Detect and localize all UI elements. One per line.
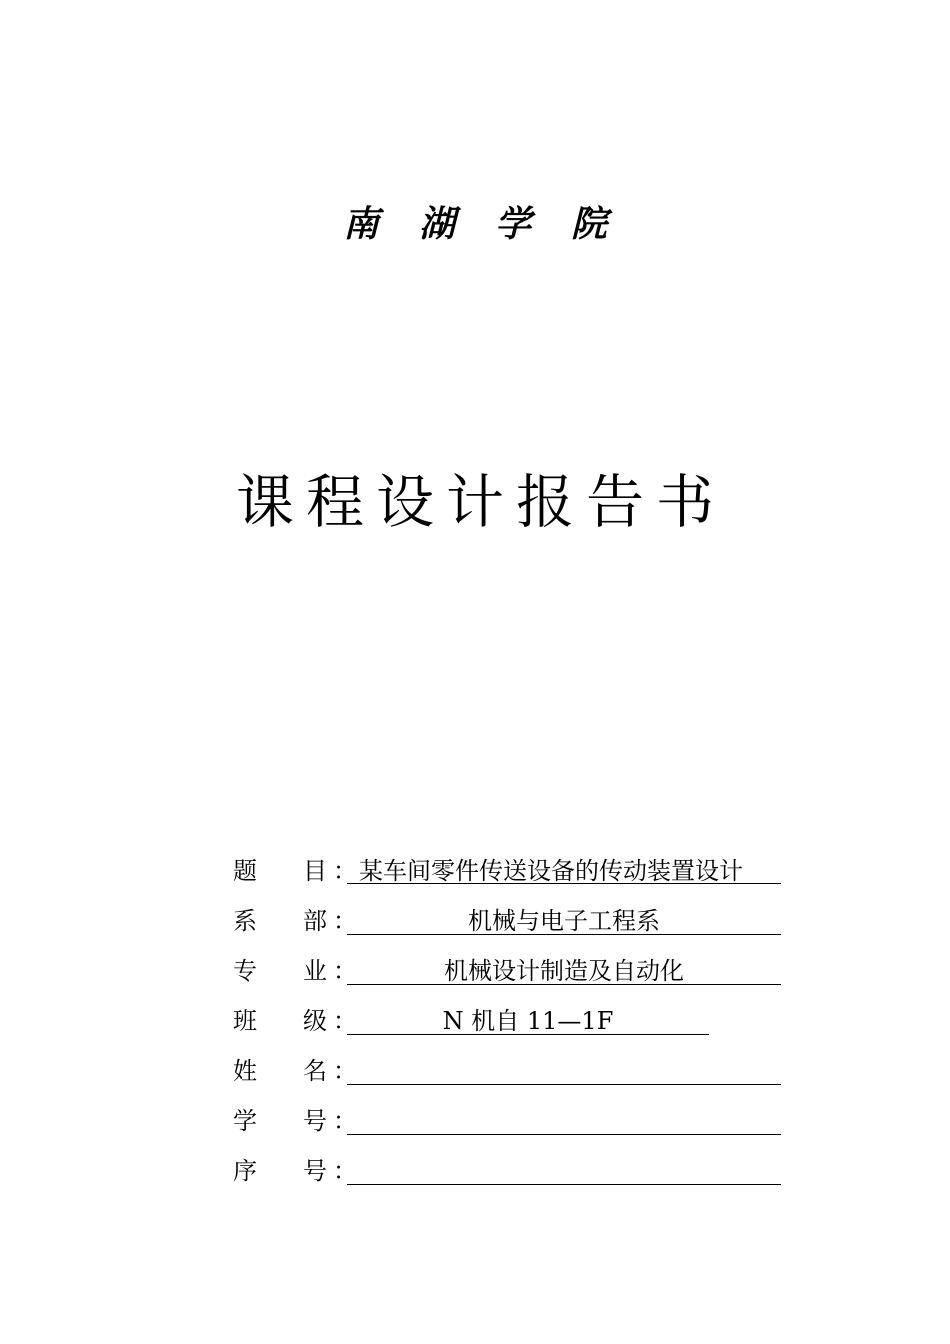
topic-row — [233, 852, 793, 902]
name-label-a: 姓 — [233, 1057, 257, 1085]
student-id-field[interactable] — [347, 1102, 781, 1135]
seq-no-label-b: 号 — [303, 1157, 327, 1185]
department-row — [233, 902, 793, 952]
department-field[interactable]: 机械与电子工程系 — [347, 902, 781, 935]
class-field[interactable]: N 机自 11—1F — [347, 1002, 709, 1035]
topic-label — [233, 852, 345, 890]
class-label-a: 班 — [233, 1007, 257, 1035]
major-label — [233, 952, 345, 990]
major-row — [233, 952, 793, 1002]
major-field[interactable]: 机械设计制造及自动化 — [347, 952, 781, 985]
document-title: 课程设计报告书 — [235, 468, 726, 536]
student-id-label — [233, 1102, 345, 1140]
seq-no-label — [233, 1152, 345, 1190]
school-name: 南湖学院 — [342, 203, 647, 245]
major-label-b: 业 — [303, 957, 327, 985]
name-label-b: 名 — [303, 1057, 327, 1085]
topic-colon: ： — [333, 857, 357, 885]
name-row — [233, 1052, 793, 1102]
major-colon: ： — [333, 957, 357, 985]
student-id-row — [233, 1102, 793, 1152]
class-label-b: 级 — [303, 1007, 327, 1035]
class-row — [233, 1002, 793, 1052]
topic-label-a: 题 — [233, 857, 257, 885]
department-label — [233, 902, 345, 940]
department-label-a: 系 — [233, 907, 257, 935]
topic-field[interactable]: 某车间零件传送设备的传动装置设计 — [347, 852, 781, 884]
name-label — [233, 1052, 345, 1090]
major-label-a: 专 — [233, 957, 257, 985]
name-field[interactable] — [347, 1052, 781, 1085]
seq-no-field[interactable] — [347, 1152, 781, 1185]
department-colon: ： — [333, 907, 357, 935]
seq-no-row — [233, 1152, 793, 1202]
student-id-colon: ： — [333, 1107, 357, 1135]
topic-label-b: 目 — [303, 857, 327, 885]
seq-no-colon: ： — [333, 1157, 357, 1185]
class-colon: ： — [333, 1007, 357, 1035]
student-id-label-b: 号 — [303, 1107, 327, 1135]
info-form — [233, 852, 793, 1202]
seq-no-label-a: 序 — [233, 1157, 257, 1185]
department-label-b: 部 — [303, 907, 327, 935]
name-colon: ： — [333, 1057, 357, 1085]
class-label — [233, 1002, 345, 1040]
student-id-label-a: 学 — [233, 1107, 257, 1135]
